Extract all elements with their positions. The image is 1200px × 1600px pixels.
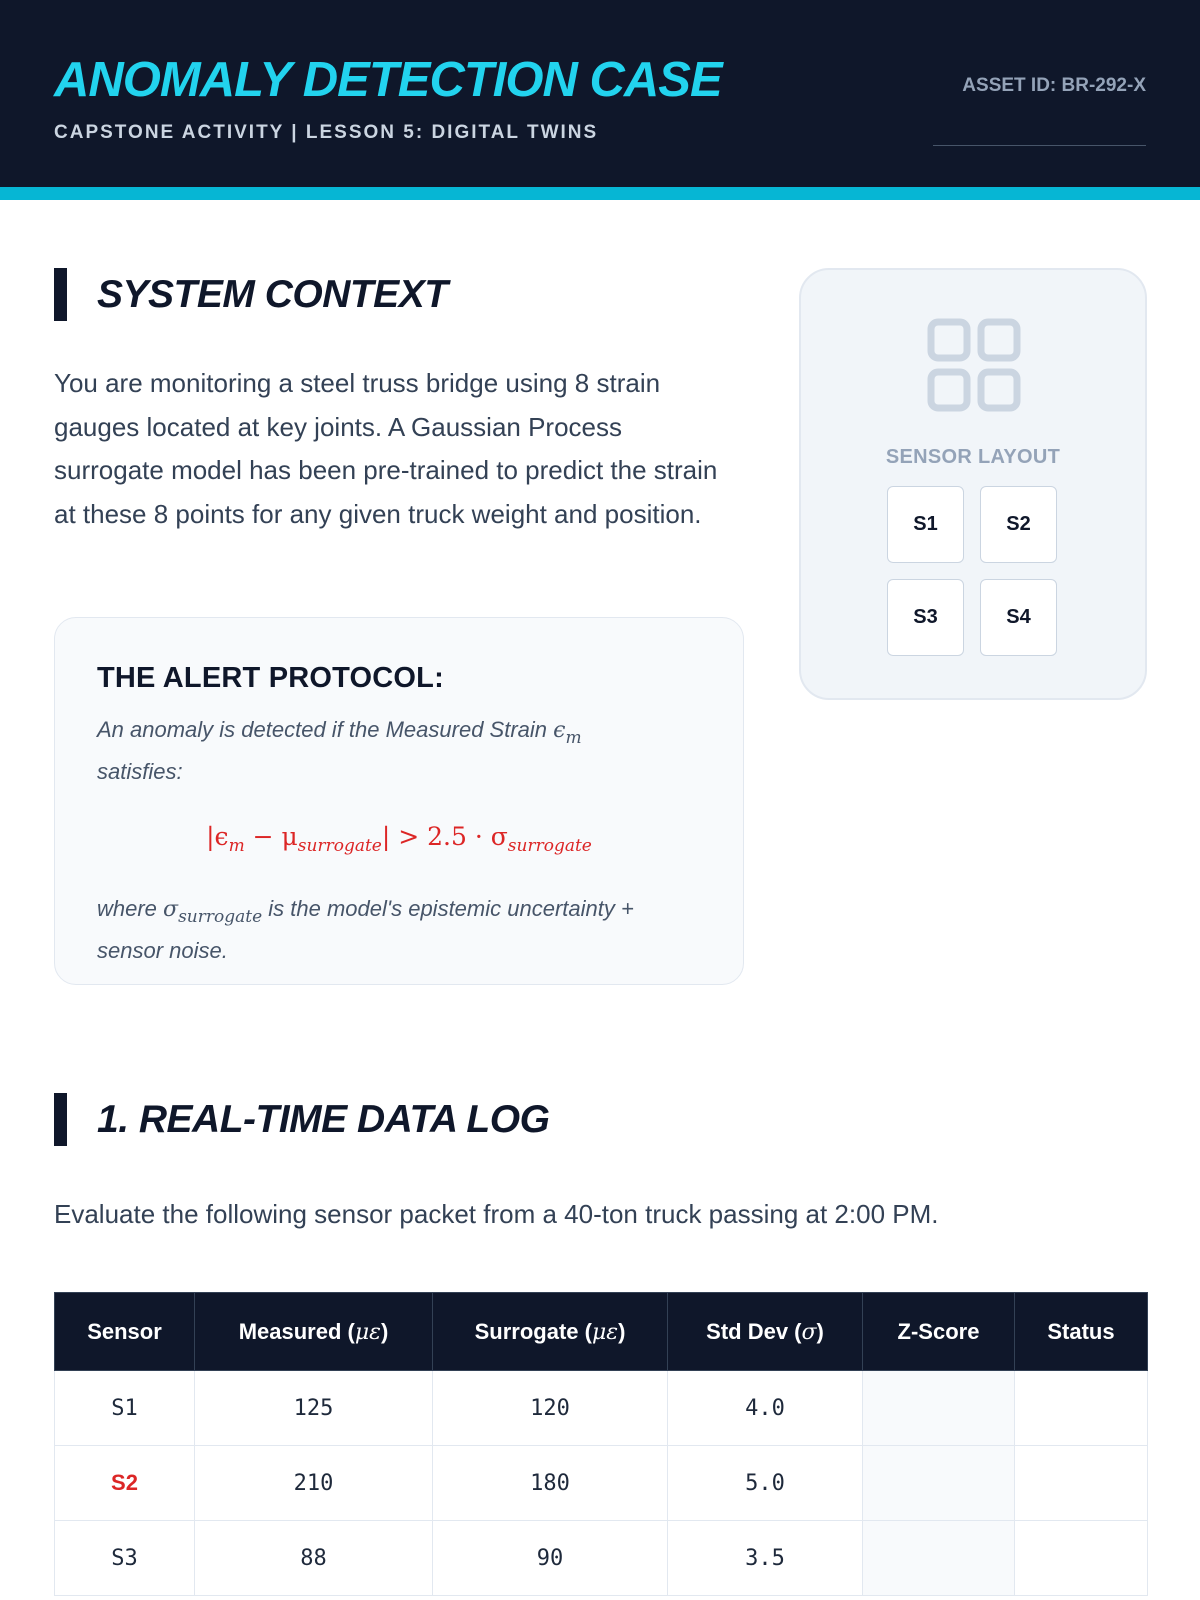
context-text: You are monitoring a steel truss bridge using 8 strain gauges located at key joints. A Gaussian Process surrogate model has been pre-trained to predict the strain at these 8 points for any given truck weight and position. xyxy=(54,368,718,529)
cell-std-dev: 5.0 xyxy=(668,1446,863,1521)
table-header-row xyxy=(55,1293,1148,1371)
table-row xyxy=(55,1371,1148,1446)
data-log-intro: Evaluate the following sensor packet from a 40-ton truck passing at 2:00 PM. xyxy=(54,1199,939,1229)
col-header-std-dev: Std Dev (σ) xyxy=(668,1293,863,1371)
asset-divider xyxy=(933,145,1146,146)
asset-id: ASSET ID: BR-292-X xyxy=(962,75,1146,96)
section-heading-data-log: 1. REAL-TIME DATA LOG xyxy=(54,1093,549,1146)
cell-surrogate: 180 xyxy=(433,1446,668,1521)
sensor-box-s2: S2 xyxy=(980,486,1057,563)
grid-icon xyxy=(927,318,1021,412)
alert-protocol-card xyxy=(54,617,744,985)
section-heading-context: SYSTEM CONTEXT xyxy=(54,268,448,321)
page-title: ANOMALY DETECTION CASE xyxy=(54,53,722,107)
page-header xyxy=(0,0,1200,200)
cell-z-score[interactable] xyxy=(863,1446,1015,1521)
table-row xyxy=(55,1521,1148,1596)
sensor-box-s3: S3 xyxy=(887,579,964,656)
cell-status[interactable] xyxy=(1015,1521,1148,1596)
cell-sensor: S3 xyxy=(55,1521,195,1596)
cell-surrogate: 90 xyxy=(433,1521,668,1596)
alert-protocol-heading: THE ALERT PROTOCOL: xyxy=(97,662,444,694)
cell-z-score[interactable] xyxy=(863,1521,1015,1596)
sensor-layout-panel xyxy=(799,268,1147,700)
col-header-status: Status xyxy=(1015,1293,1148,1371)
col-header-z-score: Z-Score xyxy=(863,1293,1015,1371)
cell-status[interactable] xyxy=(1015,1371,1148,1446)
cell-measured: 210 xyxy=(195,1446,433,1521)
alert-formula: $|\epsilon_m - \mu_{surrogate}| > 2.5 \cdot \sigma_{surrogate}$ xyxy=(206,822,592,856)
col-header-sensor: Sensor xyxy=(55,1293,195,1371)
cell-z-score[interactable] xyxy=(863,1371,1015,1446)
sensor-box-s4: S4 xyxy=(980,579,1057,656)
cell-std-dev: 3.5 xyxy=(668,1521,863,1596)
cell-surrogate: 120 xyxy=(433,1371,668,1446)
sensor-box-s1: S1 xyxy=(887,486,964,563)
page-subtitle: CAPSTONE ACTIVITY | LESSON 5: DIGITAL TWINS xyxy=(54,122,599,143)
col-header-surrogate: Surrogate (με) xyxy=(433,1293,668,1371)
cell-status[interactable] xyxy=(1015,1446,1148,1521)
col-header-measured: Measured (με) xyxy=(195,1293,433,1371)
cell-measured: 125 xyxy=(195,1371,433,1446)
sensor-data-table xyxy=(54,1292,1148,1596)
cell-std-dev: 4.0 xyxy=(668,1371,863,1446)
alert-protocol-intro: An anomaly is detected if the Measured Strain $\epsilon_m$ satisfies: xyxy=(97,717,582,784)
sensor-layout-label: SENSOR LAYOUT xyxy=(885,446,1061,468)
cell-measured: 88 xyxy=(195,1521,433,1596)
table-row xyxy=(55,1446,1148,1521)
cell-sensor: S2 xyxy=(55,1446,195,1521)
cell-sensor: S1 xyxy=(55,1371,195,1446)
alert-protocol-note: where $\sigma_{surrogate}$ is the model's epistemic uncertainty + sensor noise. xyxy=(97,896,634,963)
